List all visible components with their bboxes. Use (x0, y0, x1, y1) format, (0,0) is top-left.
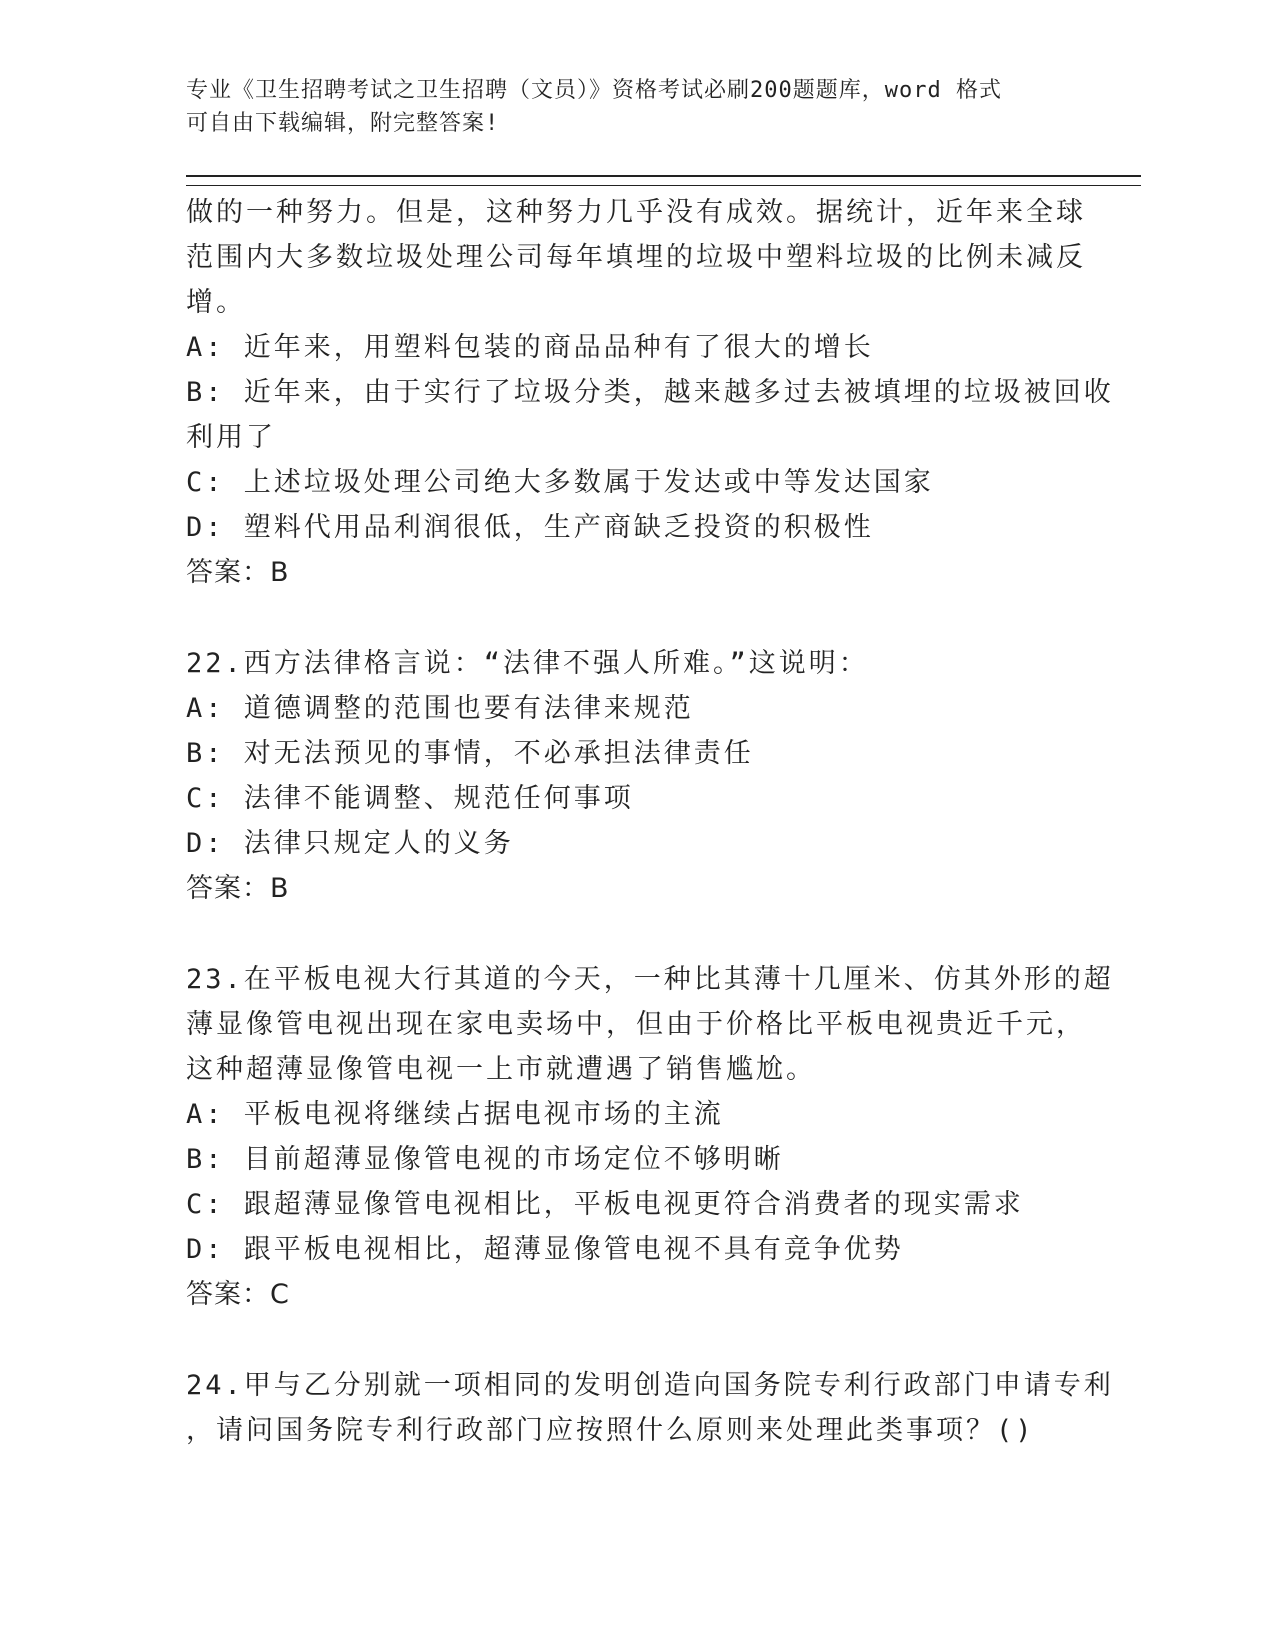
answer-label: 答案：B (186, 557, 290, 588)
option-c: C: 上述垃圾处理公司绝大多数属于发达或中等发达国家 (186, 467, 934, 498)
question-content (186, 190, 1114, 1453)
spacer (186, 1317, 1066, 1363)
option-d: D: 塑料代用品利润很低，生产商缺乏投资的积极性 (186, 512, 874, 543)
question-stem-line: 增。 (186, 287, 246, 318)
question-stem-line: 23.在平板电视大行其道的今天，一种比其薄十几厘米、仿其外形的超 (186, 964, 1114, 995)
option-b: B: 近年来，由于实行了垃圾分类，越来越多过去被填埋的垃圾被回收 (186, 377, 1114, 408)
spacer (186, 911, 1066, 957)
question-stem-line: 做的一种努力。但是，这种努力几乎没有成效。据统计，近年来全球 (186, 197, 1086, 228)
question-stem-line: 薄显像管电视出现在家电卖场中，但由于价格比平板电视贵近千元， (186, 1009, 1086, 1040)
spacer (186, 595, 1066, 641)
question-continued (186, 190, 1114, 595)
option-a: A: 平板电视将继续占据电视市场的主流 (186, 1099, 724, 1130)
option-b: B: 对无法预见的事情，不必承担法律责任 (186, 738, 754, 769)
question-22 (186, 641, 1066, 911)
option-b-cont: 利用了 (186, 422, 276, 453)
question-24 (186, 1363, 1114, 1453)
question-stem-line: ，请问国务院专利行政部门应按照什么原则来处理此类事项？() (186, 1415, 1035, 1446)
option-b: B: 目前超薄显像管电视的市场定位不够明晰 (186, 1144, 784, 1175)
question-23 (186, 957, 1114, 1317)
header-line-1: 专业《卫生招聘考试之卫生招聘（文员）》资格考试必刷200题题库，word 格式 (186, 78, 1002, 103)
question-stem-line: 范围内大多数垃圾处理公司每年填埋的垃圾中塑料垃圾的比例未减反 (186, 242, 1086, 273)
option-d: D: 法律只规定人的义务 (186, 828, 514, 859)
header-line-2: 可自由下载编辑，附完整答案! (186, 111, 500, 136)
option-d: D: 跟平板电视相比，超薄显像管电视不具有竞争优势 (186, 1234, 904, 1265)
option-c: C: 跟超薄显像管电视相比，平板电视更符合消费者的现实需求 (186, 1189, 1024, 1220)
question-stem-line: 22.西方法律格言说：“法律不强人所难。”这说明： (186, 648, 869, 679)
option-c: C: 法律不能调整、规范任何事项 (186, 783, 634, 814)
option-a: A: 道德调整的范围也要有法律来规范 (186, 693, 694, 724)
answer-label: 答案：B (186, 873, 290, 904)
question-stem-line: 24.甲与乙分别就一项相同的发明创造向国务院专利行政部门申请专利 (186, 1370, 1114, 1401)
option-a: A: 近年来，用塑料包装的商品品种有了很大的增长 (186, 332, 874, 363)
answer-label: 答案：C (186, 1279, 290, 1310)
page-header (186, 74, 1086, 140)
question-stem-line: 这种超薄显像管电视一上市就遭遇了销售尴尬。 (186, 1054, 816, 1085)
header-divider (186, 175, 1141, 186)
